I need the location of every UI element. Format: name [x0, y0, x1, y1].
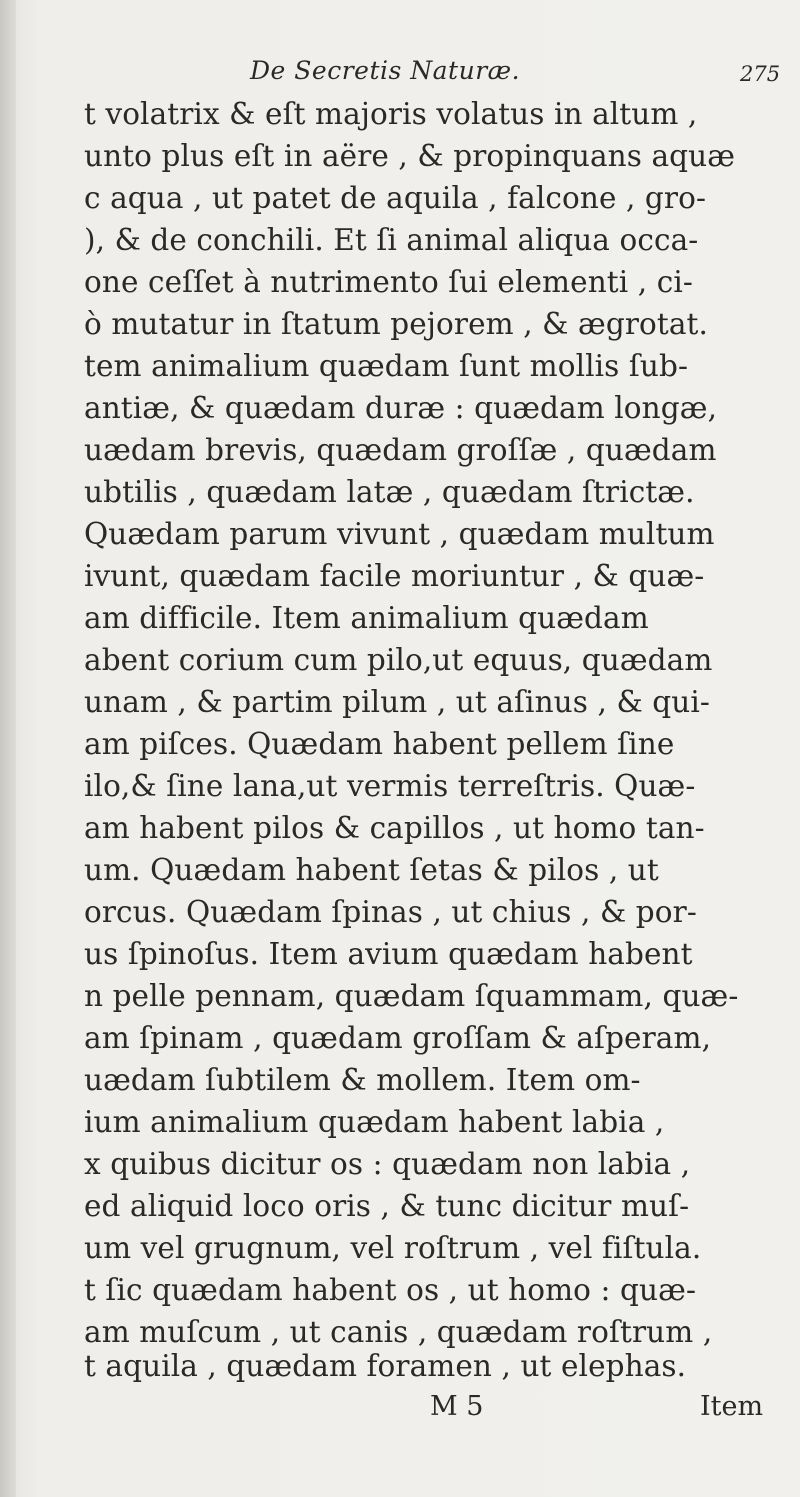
text-line: am habent pilos & capillos , ut homo tan-	[84, 811, 705, 845]
text-line: ubtilis , quædam latæ , quædam ſtrictæ.	[84, 475, 695, 509]
text-line: t volatrix & eſt majoris volatus in altum ,	[84, 97, 698, 131]
text-line: uædam ſubtilem & mollem. Item om-	[84, 1063, 641, 1097]
page-gutter	[0, 0, 16, 1497]
text-line: t aquila , quædam foramen , ut elephas.	[84, 1349, 687, 1383]
text-line: am difficile. Item animalium quædam	[84, 601, 649, 635]
text-line: uædam brevis, quædam groſſæ , quædam	[84, 433, 717, 467]
text-line: unto plus eſt in aëre , & propinquans aquæ	[84, 139, 736, 173]
text-line: t ſic quædam habent os , ut homo : quæ-	[84, 1273, 697, 1307]
text-line: ium animalium quædam habent labia ,	[84, 1105, 665, 1139]
text-line: n pelle pennam, quædam ſquammam, quæ-	[84, 979, 739, 1013]
text-line: abent corium cum pilo,ut equus, quædam	[84, 643, 713, 677]
text-line: ivunt, quædam facile moriuntur , & quæ-	[84, 559, 705, 593]
text-line: unam , & partim pilum , ut aſinus , & qui-	[84, 685, 710, 719]
text-line: orcus. Quædam ſpinas , ut chius , & por-	[84, 895, 697, 929]
text-line: am ſpinam , quædam groſſam & aſperam,	[84, 1021, 712, 1055]
text-line: am muſcum , ut canis , quædam roſtrum ,	[84, 1315, 713, 1349]
text-line: one ceſſet à nutrimento ſui elementi , ci-	[84, 265, 693, 299]
catchword: Item	[700, 1391, 764, 1422]
signature-mark: M 5	[430, 1391, 484, 1422]
text-line: c aqua , ut patet de aquila , falcone , gro-	[84, 181, 707, 215]
running-title: De Secretis Naturæ.	[250, 56, 521, 85]
text-line: um vel grugnum, vel roſtrum , vel fiſtula.	[84, 1231, 702, 1265]
text-line: antiæ, & quædam duræ : quædam longæ,	[84, 391, 718, 425]
text-line: am piſces. Quædam habent pellem ſine	[84, 727, 675, 761]
text-line: ed aliquid loco oris , & tunc dicitur muſ-	[84, 1189, 690, 1223]
text-line: us ſpinoſus. Item avium quædam habent	[84, 937, 693, 971]
text-line: Quædam parum vivunt , quædam multum	[84, 517, 715, 551]
text-line: ilo,& ſine lana,ut vermis terreſtris. Quæ-	[84, 769, 696, 803]
page-number: 275	[740, 62, 781, 86]
text-line: ò mutatur in ſtatum pejorem , & ægrotat.	[84, 307, 708, 341]
text-line: tem animalium quædam ſunt mollis ſub-	[84, 349, 689, 383]
text-line: ), & de conchili. Et ſi animal aliqua occa-	[84, 223, 699, 257]
text-line: um. Quædam habent ſetas & pilos , ut	[84, 853, 659, 887]
text-line: x quibus dicitur os : quædam non labia ,	[84, 1147, 691, 1181]
